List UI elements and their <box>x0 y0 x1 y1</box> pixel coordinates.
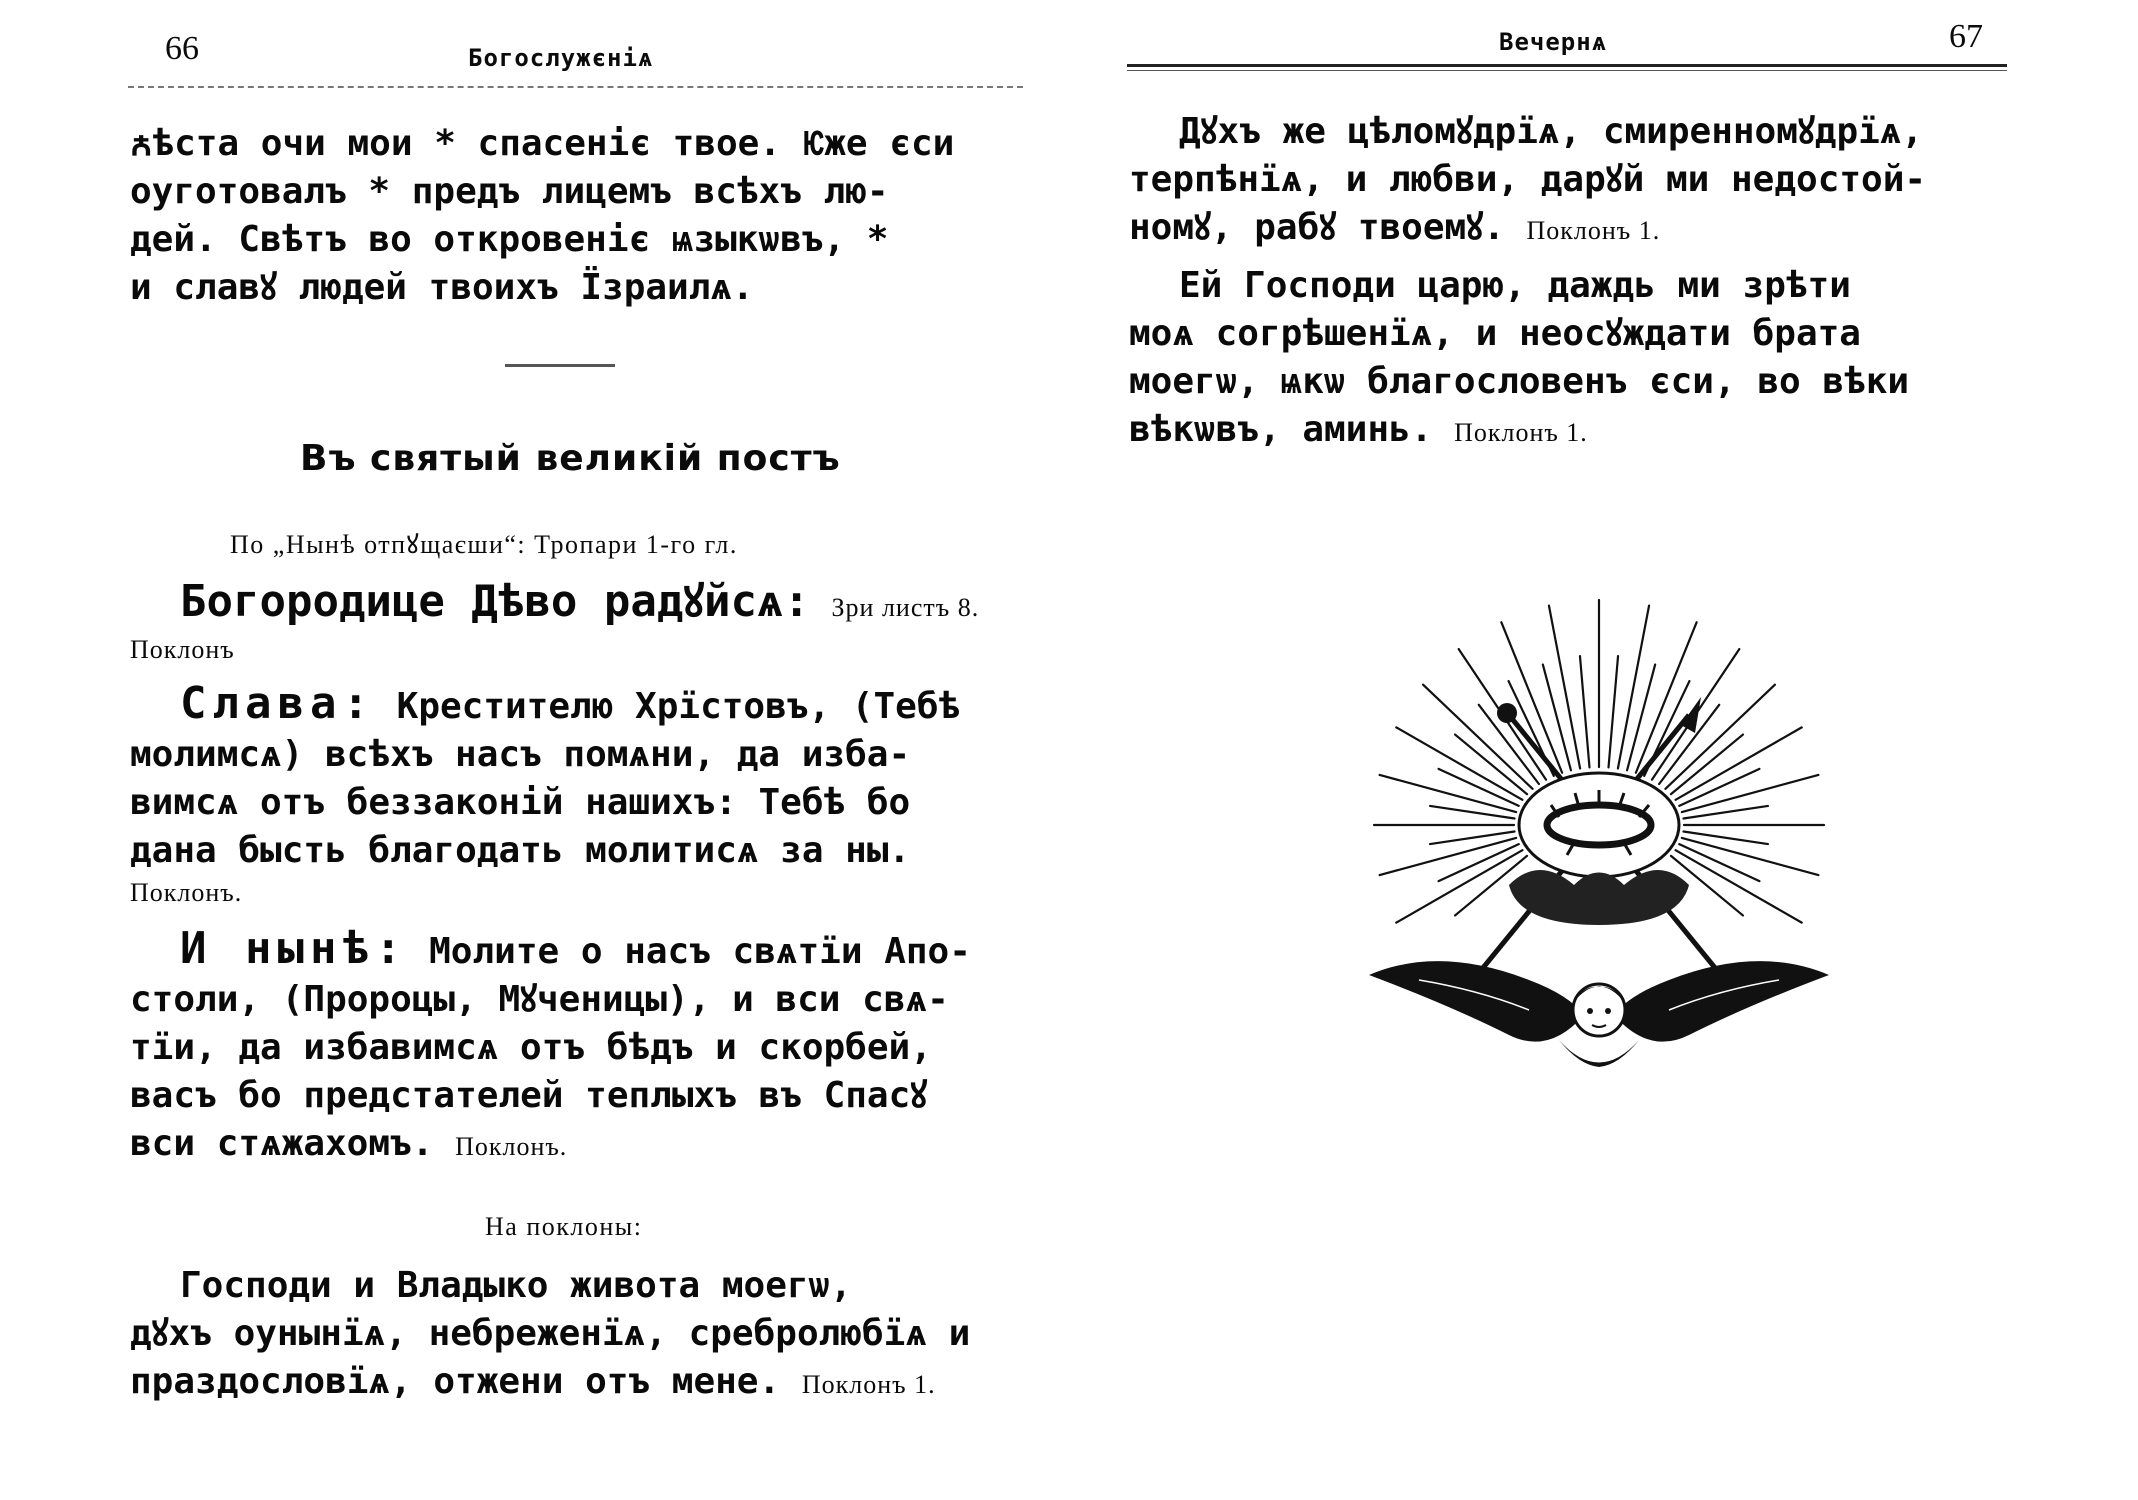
ornament-ray <box>1380 838 1516 875</box>
opening-line: ꙉѣста очи мои * спасеніє твое. Ѥже єси <box>130 123 955 164</box>
prostrations-title: На поклоны: <box>485 1212 643 1241</box>
ornament-ray <box>1682 838 1818 875</box>
page-number-right: 67 <box>1949 18 1983 55</box>
opening-text-block <box>130 120 1025 312</box>
prayer-bow: Поклонъ 1. <box>801 1370 936 1399</box>
prayer-continuation-line: Дꙋхъ же цѣломꙋдрїѧ, смиренномꙋдрїѧ, <box>1179 111 1924 152</box>
ornament-ray <box>1580 656 1590 767</box>
page-number-left: 66 <box>165 30 199 67</box>
king-prayer-line: моегѡ, ѩкѡ благословенъ єси, во вѣки <box>1129 361 1910 402</box>
glory-line: Крестителю Хрїстовъ, (Тебѣ <box>396 686 961 727</box>
theotokion-reference: Зри листъ 8. <box>831 593 980 622</box>
running-head-right: Вечернѧ <box>1499 28 1608 56</box>
ornament-ray <box>1671 735 1743 795</box>
section-title: Въ святый великій постъ <box>300 438 841 479</box>
ornament-ray <box>1501 622 1562 772</box>
prayer-continuation-line: терпѣнїѧ, и любви, дарꙋй ми недостой- <box>1129 159 1927 200</box>
prayer-continuation-block <box>1129 108 2009 255</box>
prayer-line: Господи и Владыко живота моегѡ, <box>180 1265 852 1306</box>
ornament-ray <box>1543 665 1571 771</box>
theotokion-bow: Поклонъ <box>130 635 235 664</box>
header-rule-left <box>128 86 1023 88</box>
glory-line: вимсѧ отъ беззаконій нашихъ: Тебѣ бо <box>130 782 911 823</box>
now-line: васъ бо предстателей теплыхъ въ Спасꙋ <box>130 1075 928 1116</box>
prayer-continuation-bow: Поклонъ 1. <box>1526 216 1661 245</box>
glory-lead: Слава: <box>180 678 375 729</box>
king-prayer-line: Ей Господи царю, даждь ми зрѣти <box>1179 265 1851 306</box>
now-line: вси стѧжахомъ. <box>130 1123 434 1164</box>
now-bow: Поклонъ. <box>455 1132 568 1161</box>
radiant-crown-cherub-ornament-icon <box>1359 585 1839 1105</box>
theotokion-text: Богородице Дѣво радꙋйсѧ: <box>180 576 810 627</box>
prayer-line: праздословїѧ, отжени отъ мене. <box>130 1361 781 1402</box>
king-prayer-bow: Поклонъ 1. <box>1454 418 1588 447</box>
ornament-ray <box>1636 622 1697 772</box>
opening-line: оуготовалъ * предъ лицемъ всѣхъ лю- <box>130 171 889 212</box>
section-instruction: По „Нынѣ отпꙋщаєши“: Тропари 1-го гл. <box>230 530 738 559</box>
glory-line: дана бысть благодать молитисѧ за ны. <box>130 830 911 871</box>
now-line: тїи, да избавимсѧ отъ бѣдъ и скорбей, <box>130 1027 932 1068</box>
section-divider <box>505 364 615 367</box>
running-head-left: Богослужєніѧ <box>468 44 654 72</box>
ornament-ray <box>1380 775 1516 812</box>
king-prayer-line: вѣкѡвъ, аминь. <box>1129 409 1433 450</box>
glory-bow: Поклонъ. <box>130 878 243 907</box>
opening-line: и славꙋ людей твоихъ Їзраилѧ. <box>130 267 754 308</box>
header-rule-right <box>1127 64 2007 71</box>
prayer-block <box>130 1262 1025 1409</box>
prayer-continuation-line: номꙋ, рабꙋ твоемꙋ. <box>1129 207 1505 248</box>
prayer-line: дꙋхъ оунынїѧ, небреженїѧ, сребролюбїѧ и <box>130 1313 971 1354</box>
glory-line: молимсѧ) всѣхъ насъ помѧни, да изба- <box>130 734 911 775</box>
right-page <box>1069 0 2138 1500</box>
now-lead: И нынѣ: <box>180 923 408 974</box>
theotokion-block <box>130 578 1025 668</box>
ornament-ray <box>1455 735 1527 795</box>
glory-block <box>130 680 1025 911</box>
ornament-ray <box>1627 665 1655 771</box>
now-block <box>130 925 1025 1171</box>
now-line: столи, (Пророцы, Мꙋченицы), и вси свѧ- <box>130 979 949 1020</box>
ornament-ray <box>1682 775 1818 812</box>
opening-line: дей. Свѣтъ во откровеніє ѩзыкѡвъ, * <box>130 219 889 260</box>
king-prayer-block <box>1129 262 2009 457</box>
now-line: Молите о насъ свѧтїи Апо- <box>429 931 971 972</box>
ornament-ray <box>1609 656 1619 767</box>
king-prayer-line: моѧ согрѣшенїѧ, и неосꙋждати брата <box>1129 313 1861 354</box>
